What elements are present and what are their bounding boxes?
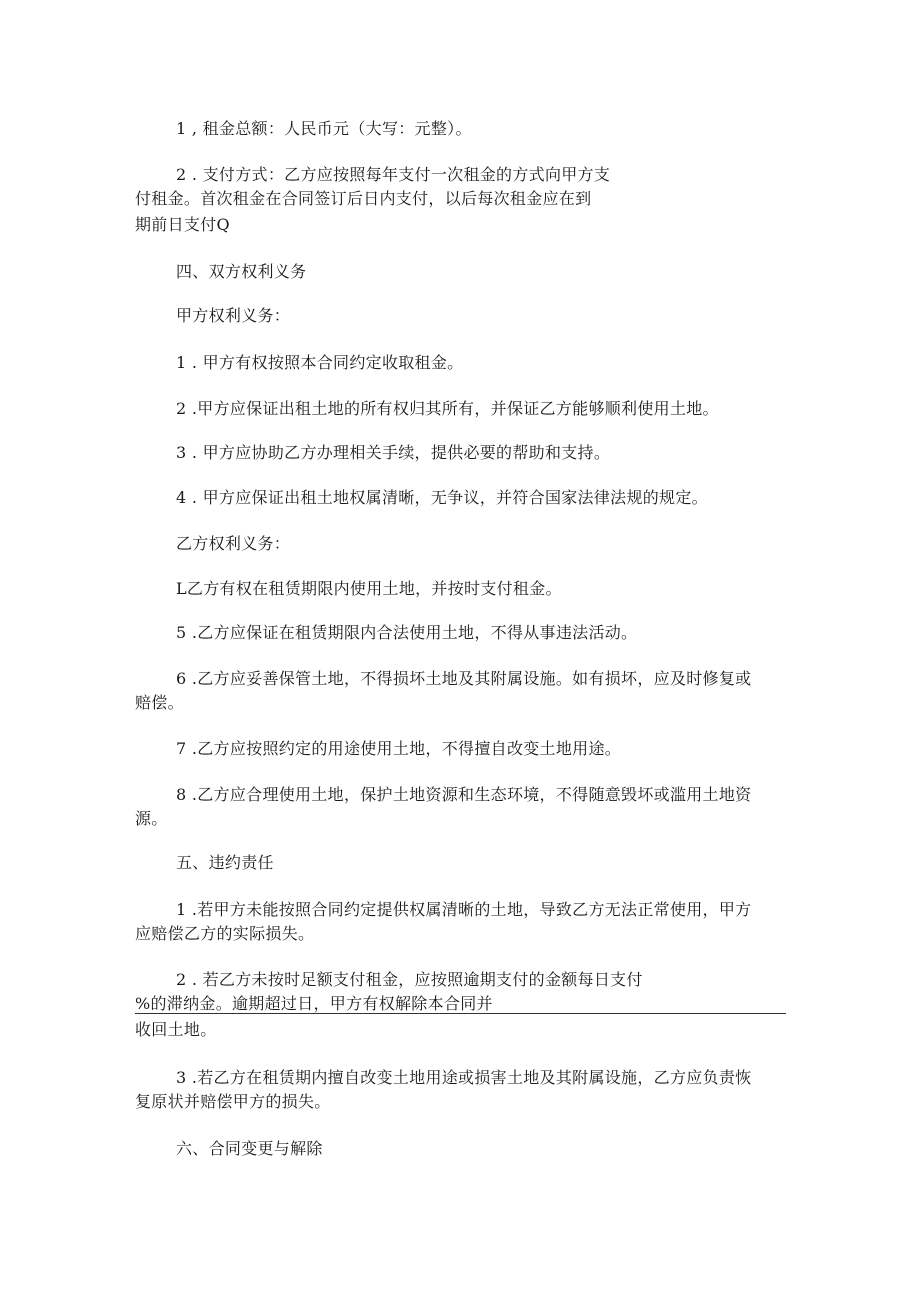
payment-item-2-line-3: 期前日支付Q [135,215,230,234]
party-b-item-8-line-1: 8 .乙方应合理使用土地，保护土地资源和生态环境，不得随意毁坏或滥用土地资 [176,785,752,804]
breach-item-1-line-2: 应赔偿乙方的实际损失。 [135,924,315,943]
party-a-item-3: 3 . 甲方应协助乙方办理相关手续，提供必要的帮助和支持。 [176,443,611,462]
breach-item-3-line-2: 复原状并赔偿甲方的损失。 [135,1092,331,1111]
party-b-item-7: 7 .乙方应按照约定的用途使用土地，不得擅自改变土地用途。 [176,739,622,758]
breach-item-2-line-1: 2 . 若乙方未按时足额支付租金，应按照逾期支付的金额每日支付 [176,970,643,989]
party-b-item-6-line-2: 赔偿。 [135,693,184,712]
section-6-heading: 六、合同变更与解除 [176,1139,323,1158]
breach-item-2-line-3: 收回土地。 [135,1020,217,1039]
party-b-item-8-line-2: 源。 [135,809,168,828]
payment-item-1: 1 , 租金总额：人民币元（大写：元整）。 [176,119,472,138]
party-b-heading: 乙方权利义务： [176,534,291,553]
party-a-item-2: 2 .甲方应保证出租土地的所有权归其所有，并保证乙方能够顺利使用土地。 [176,399,719,418]
breach-item-3-line-1: 3 .若乙方在租赁期内擅自改变土地用途或损害土地及其附属设施，乙方应负责恢 [176,1068,752,1087]
breach-item-1-line-1: 1 .若甲方未能按照合同约定提供权属清晰的土地，导致乙方无法正常使用，甲方 [176,900,752,919]
party-a-heading: 甲方权利义务： [176,306,291,325]
section-4-heading: 四、双方权利义务 [176,262,307,281]
section-5-heading: 五、违约责任 [176,853,274,872]
party-b-item-6-line-1: 6 .乙方应妥善保管土地，不得损坏土地及其附属设施。如有损坏，应及时修复或 [176,669,752,688]
party-b-item-5: 5 .乙方应保证在租赁期限内合法使用土地，不得从事违法活动。 [176,623,638,642]
party-b-item-1: L乙方有权在租赁期限内使用土地，并按时支付租金。 [176,579,562,598]
breach-item-2-line-2: %的滞纳金。逾期超过日，甲方有权解除本合同并 [135,994,493,1013]
payment-item-2-line-2: 付租金。首次租金在合同签订后日内支付，以后每次租金应在到 [135,189,592,208]
party-a-item-1: 1 . 甲方有权按照本合同约定收取租金。 [176,353,464,372]
party-a-item-4: 4 . 甲方应保证出租土地权属清晰，无争议，并符合国家法律法规的规定。 [176,488,708,507]
underline-rule [135,1013,786,1014]
payment-item-2-line-1: 2 . 支付方式：乙方应按照每年支付一次租金的方式向甲方支 [176,165,611,184]
